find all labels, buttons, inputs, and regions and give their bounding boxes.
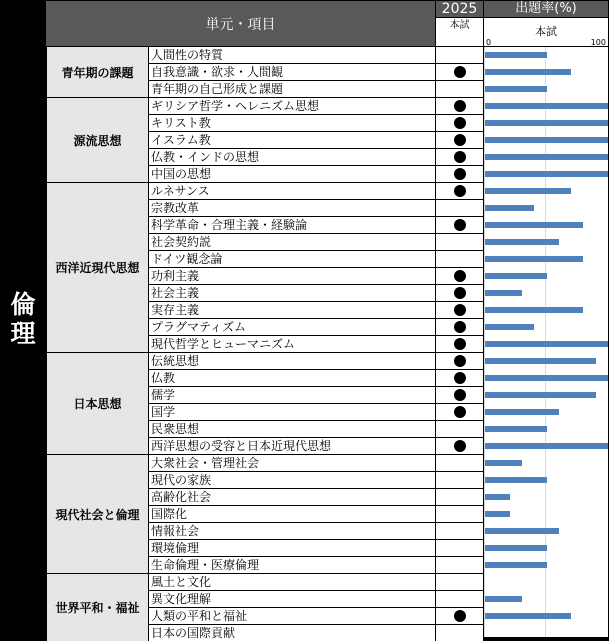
item-label: 功利主義	[149, 268, 435, 284]
exam-2025-cell	[436, 115, 483, 131]
exam-2025-cell	[436, 489, 483, 505]
exam-2025-cell	[436, 251, 483, 267]
rate-bar	[485, 477, 547, 483]
exam-2025-cell	[436, 234, 483, 250]
exam-2025-dot	[454, 610, 466, 622]
item-label: 異文化理解	[149, 591, 435, 607]
exam-2025-dot	[454, 185, 466, 197]
rate-bar	[485, 120, 608, 126]
exam-2025-dot	[454, 389, 466, 401]
header-year: 2025	[436, 1, 483, 17]
header-scale	[484, 18, 608, 46]
exam-2025-cell	[436, 132, 483, 148]
rate-bar	[485, 392, 596, 398]
item-label: 日本の国際貢献	[149, 625, 435, 641]
exam-2025-dot	[454, 151, 466, 163]
item-label: 大衆社会・管理社会	[149, 455, 435, 471]
item-label: 青年期の自己形成と課題	[149, 81, 435, 97]
exam-2025-cell	[436, 336, 483, 352]
exam-2025-cell	[436, 370, 483, 386]
item-label: 仏教	[149, 370, 435, 386]
exam-2025-cell	[436, 540, 483, 556]
rate-bar	[485, 290, 522, 296]
exam-2025-cell	[436, 285, 483, 301]
exam-2025-cell	[436, 98, 483, 114]
item-label: プラグマティズム	[149, 319, 435, 335]
rate-bar	[485, 154, 608, 160]
exam-2025-dot	[454, 134, 466, 146]
exam-2025-cell	[436, 421, 483, 437]
rate-bar	[485, 239, 559, 245]
exam-2025-cell	[436, 608, 483, 624]
exam-2025-dot	[454, 355, 466, 367]
scale-exam-label: 本試	[535, 25, 557, 38]
exam-2025-cell	[436, 64, 483, 80]
rate-bar	[485, 222, 583, 228]
exam-2025-cell	[436, 591, 483, 607]
header-exam: 本試	[436, 18, 483, 46]
exam-2025-cell	[436, 200, 483, 216]
group-label: 源流思想	[47, 98, 148, 182]
exam-2025-cell	[436, 506, 483, 522]
item-label: 自我意識・欲求・人間観	[149, 64, 435, 80]
rate-bar	[485, 460, 522, 466]
item-label: ルネサンス	[149, 183, 435, 199]
exam-2025-dot	[454, 168, 466, 180]
item-label: 国学	[149, 404, 435, 420]
rate-bar	[485, 613, 571, 619]
rate-bar	[485, 409, 559, 415]
item-label: 社会主義	[149, 285, 435, 301]
item-label: 西洋思想の受容と日本近現代思想	[149, 438, 435, 454]
item-label: ギリシア哲学・ヘレニズム思想	[149, 98, 435, 114]
exam-2025-cell	[436, 81, 483, 97]
rate-bar	[485, 256, 583, 262]
exam-2025-cell	[436, 404, 483, 420]
exam-2025-cell	[436, 472, 483, 488]
item-label: ドイツ観念論	[149, 251, 435, 267]
item-label: 伝統思想	[149, 353, 435, 369]
item-label: 宗教改革	[149, 200, 435, 216]
item-label: 実存主義	[149, 302, 435, 318]
exam-2025-dot	[454, 304, 466, 316]
header-unit: 単元・項目	[46, 1, 435, 46]
exam-2025-cell	[436, 625, 483, 641]
exam-2025-cell	[436, 353, 483, 369]
exam-2025-cell	[436, 268, 483, 284]
rate-bar	[485, 562, 547, 568]
scale-max-label: 100	[590, 38, 606, 47]
rate-bar	[485, 375, 608, 381]
rate-bar	[485, 528, 559, 534]
exam-2025-cell	[436, 455, 483, 471]
item-label: 現代の家族	[149, 472, 435, 488]
exam-2025-cell	[436, 387, 483, 403]
exam-2025-cell	[436, 319, 483, 335]
rate-bar	[485, 52, 547, 58]
item-label: 国際化	[149, 506, 435, 522]
rate-bar	[485, 205, 534, 211]
exam-2025-dot	[454, 66, 466, 78]
item-label: 社会契約説	[149, 234, 435, 250]
exam-2025-cell	[436, 523, 483, 539]
item-label: 中国の思想	[149, 166, 435, 182]
exam-2025-cell	[436, 149, 483, 165]
item-label: 生命倫理・医療倫理	[149, 557, 435, 573]
item-label: 風土と文化	[149, 574, 435, 590]
rate-bar	[485, 358, 596, 364]
exam-2025-dot	[454, 117, 466, 129]
exam-2025-cell	[436, 302, 483, 318]
exam-2025-cell	[436, 574, 483, 590]
item-label: キリスト教	[149, 115, 435, 131]
item-label: 高齢化社会	[149, 489, 435, 505]
rate-bar	[485, 171, 608, 177]
item-label: 民衆思想	[149, 421, 435, 437]
exam-2025-dot	[454, 100, 466, 112]
rate-bar	[485, 69, 571, 75]
bar-plot-area	[484, 47, 608, 637]
exam-2025-dot	[454, 372, 466, 384]
subject-label: 倫理	[10, 290, 36, 348]
exam-2025-cell	[436, 557, 483, 573]
item-label: 儒学	[149, 387, 435, 403]
exam-2025-cell	[436, 217, 483, 233]
group-label: 世界平和・福祉	[47, 574, 148, 641]
rate-bar	[485, 596, 522, 602]
exam-2025-dot	[454, 270, 466, 282]
item-label: 仏教・インドの思想	[149, 149, 435, 165]
exam-2025-dot	[454, 406, 466, 418]
header-rate: 出題率(%)	[484, 1, 608, 17]
item-label: 科学革命・合理主義・経験論	[149, 217, 435, 233]
exam-2025-dot	[454, 440, 466, 452]
item-label: イスラム教	[149, 132, 435, 148]
rate-bar	[485, 494, 510, 500]
item-label: 環境倫理	[149, 540, 435, 556]
rate-bar	[485, 137, 608, 143]
item-label: 人類の平和と福祉	[149, 608, 435, 624]
rate-bar	[485, 443, 608, 449]
rate-bar	[485, 426, 547, 432]
item-label: 情報社会	[149, 523, 435, 539]
exam-2025-dot	[454, 219, 466, 231]
exam-2025-cell	[436, 47, 483, 63]
rate-bar	[485, 511, 510, 517]
exam-2025-dot	[454, 287, 466, 299]
exam-2025-dot	[454, 338, 466, 350]
item-label: 人間性の特質	[149, 47, 435, 63]
group-label: 現代社会と倫理	[47, 455, 148, 573]
rate-bar	[485, 324, 534, 330]
rate-bar	[485, 341, 608, 347]
group-label: 青年期の課題	[47, 47, 148, 97]
item-label: 現代哲学とヒューマニズム	[149, 336, 435, 352]
rate-bar	[485, 188, 571, 194]
rate-bar	[485, 307, 583, 313]
rate-bar	[485, 103, 608, 109]
rate-bar	[485, 273, 547, 279]
exam-2025-cell	[436, 438, 483, 454]
exam-2025-cell	[436, 183, 483, 199]
group-label: 西洋近現代思想	[47, 183, 148, 352]
scale-min-label: 0	[486, 38, 492, 47]
exam-2025-dot	[454, 321, 466, 333]
group-label: 日本思想	[47, 353, 148, 454]
subject-sidebar	[0, 0, 46, 638]
rate-bar	[485, 86, 547, 92]
rate-bar	[485, 545, 547, 551]
exam-2025-cell	[436, 166, 483, 182]
